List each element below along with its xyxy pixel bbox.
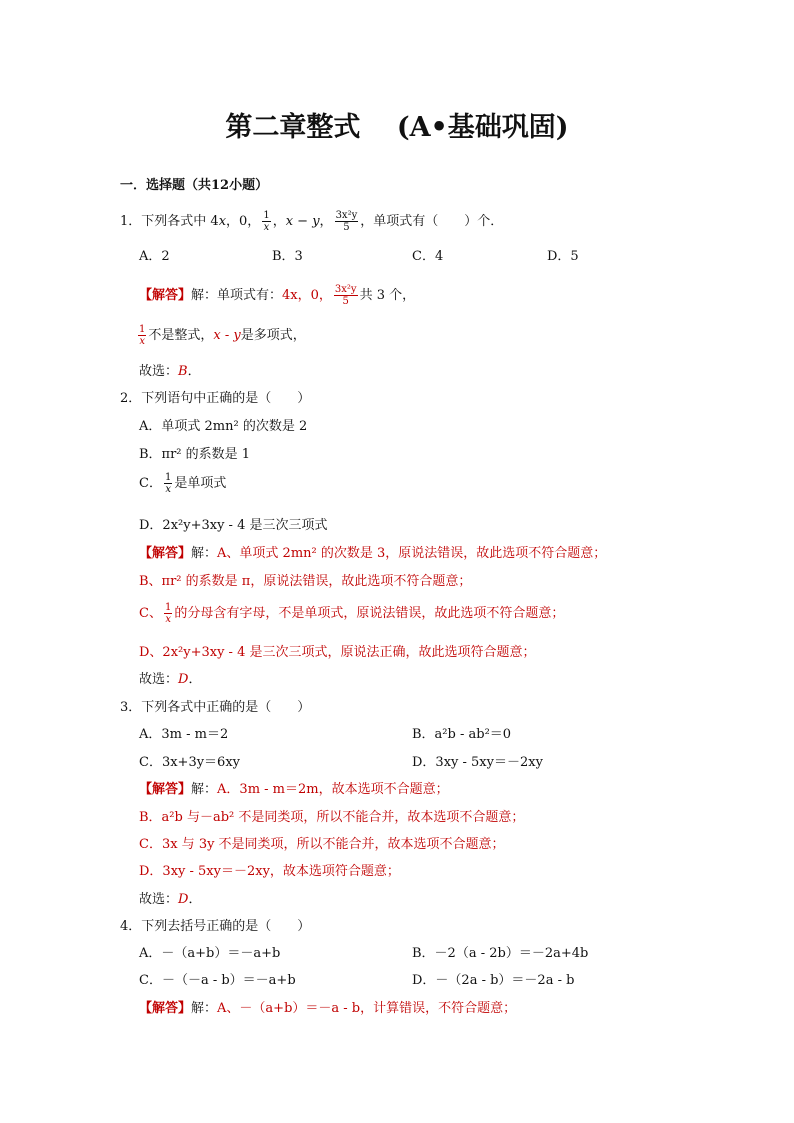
q1-stem-part: ， [272,214,286,229]
q1-stem-part: ，单项式有（ ）个． [360,214,504,229]
q3-option-c: C．3x+3y＝6xy [139,755,241,770]
final-choice: B [178,364,188,379]
q1-stem-part: 1．下列各式中 4 [120,214,219,229]
q2-solution-b: B、πr² 的系数是 π，原说法错误，故此选项不符合题意； [139,574,472,589]
q2-optc-suffix: 是单项式 [174,476,227,491]
q2-solution-d: D、2x²y+3xy - 4 是三次三项式，原说法正确，故此选项符合题意； [139,645,536,660]
q1-solution-line-2 [136,324,306,347]
q1-sol2-fraction: $\frac{1}{x}$ [139,324,146,347]
final-label: 故选： [139,672,179,687]
q1-expr-x-minus-y: x − y [285,214,320,229]
q3-solution-b: B．a²b 与－ab² 不是同类项，所以不能合并，故本选项不合题意； [139,810,525,825]
question-3-stem: 3．下列各式中正确的是（ ） [120,700,311,715]
final-dot: ． [187,364,201,379]
q1-sol-text: 不是整式， [148,328,214,343]
answer-tag: 【解答】 [139,1001,192,1016]
final-dot: ． [188,892,202,907]
question-2-stem: 2．下列语句中正确的是（ ） [120,391,311,406]
q1-option-d: D．5 [547,249,579,264]
q3-solution-c: C．3x 与 3y 不是同类项，所以不能合并，故本选项不合题意； [139,837,505,852]
q1-stem-part: ， [319,214,333,229]
q2-solc-text: 的分母含有字母，不是单项式，原说法错误，故此选项不符合题意； [174,606,565,621]
q1-fraction-1-over-x: $\frac{1}{x}$ [263,210,270,233]
q1-sol-red: x - y [213,328,241,343]
q2-option-d: D．2x²y+3xy - 4 是三次三项式 [139,518,328,533]
q1-sol-text: 是多项式， [240,328,306,343]
q3-solution-d: D．3xy - 5xy＝－2xy，故本选项符合题意； [139,864,400,879]
q4-option-d: D．－（2a - b）＝－2a - b [412,973,575,988]
q1-option-b: B．3 [272,249,303,264]
answer-tag: 【解答】 [139,782,192,797]
q2-optc-fraction: $\frac{1}{x}$ [164,472,172,495]
q2-sol-text: 解： [191,546,218,561]
q1-solution-line-1 [139,284,415,307]
q3-sol-text: 解： [191,782,218,797]
q1-stem-part: ，0， [226,214,261,229]
q1-sol-red: 4x，0， [282,288,332,303]
q1-sol-fraction: $\frac{\text{3x²y}}{5}$ [334,284,357,307]
q4-option-b: B．－2（a - 2b）＝－2a+4b [412,946,589,961]
q1-option-a: A．2 [139,249,170,264]
q3-option-a: A．3m - m＝2 [139,727,229,742]
question-1-stem [120,210,503,233]
q2-option-a: A．单项式 2mn² 的次数是 2 [139,419,308,434]
q3-final-answer [139,888,201,907]
q4-sol-red: A、－（a+b）＝－a - b，计算错误，不符合题意； [217,1001,517,1016]
q2-solution-a [139,542,606,561]
q2-final-answer [139,668,201,687]
final-choice: D [178,672,189,687]
page-title: 第二章整式 (A•基础巩固) [225,112,569,143]
q2-option-c [139,472,226,495]
q2-option-b: B．πr² 的系数是 1 [139,447,251,462]
q2-solution-c [139,602,564,625]
answer-tag: 【解答】 [139,546,192,561]
q3-option-b: B．a²b - ab²＝0 [412,727,512,742]
q1-final-answer [139,360,201,379]
q1-option-c: C．4 [412,249,444,264]
q4-option-c: C．－（－a - b）＝－a+b [139,973,296,988]
q1-fraction-3x2y-over-5: $\frac{\text{3x²y}}{5}$ [335,210,358,233]
q2-optc-prefix: C． [139,476,162,491]
q2-solc-prefix: C、 [139,606,162,621]
q2-sol-red: A、单项式 2mn² 的次数是 3，原说法错误，故此选项不符合题意； [217,546,607,561]
q4-option-a: A．－（a+b）＝－a+b [139,946,281,961]
q1-sol-text: 解：单项式有： [191,288,283,303]
q4-sol-text: 解： [191,1001,218,1016]
section-heading: 一．选择题（共12小题） [120,178,269,193]
final-dot: ． [188,672,202,687]
q3-option-d: D．3xy - 5xy＝－2xy [412,755,543,770]
q1-sol-text: 共 3 个， [359,288,416,303]
answer-tag: 【解答】 [139,288,192,303]
q2-solc-fraction: $\frac{1}{x}$ [164,602,172,625]
q3-solution-a [139,778,449,797]
q3-sol-red: A．3m - m＝2m，故本选项不合题意； [217,782,449,797]
final-choice: D [178,892,189,907]
final-label: 故选： [139,892,179,907]
q4-solution-a [139,997,516,1016]
question-4-stem: 4．下列去括号正确的是（ ） [120,919,311,934]
q1-var-x: x [218,214,227,229]
final-label: 故选： [139,364,179,379]
